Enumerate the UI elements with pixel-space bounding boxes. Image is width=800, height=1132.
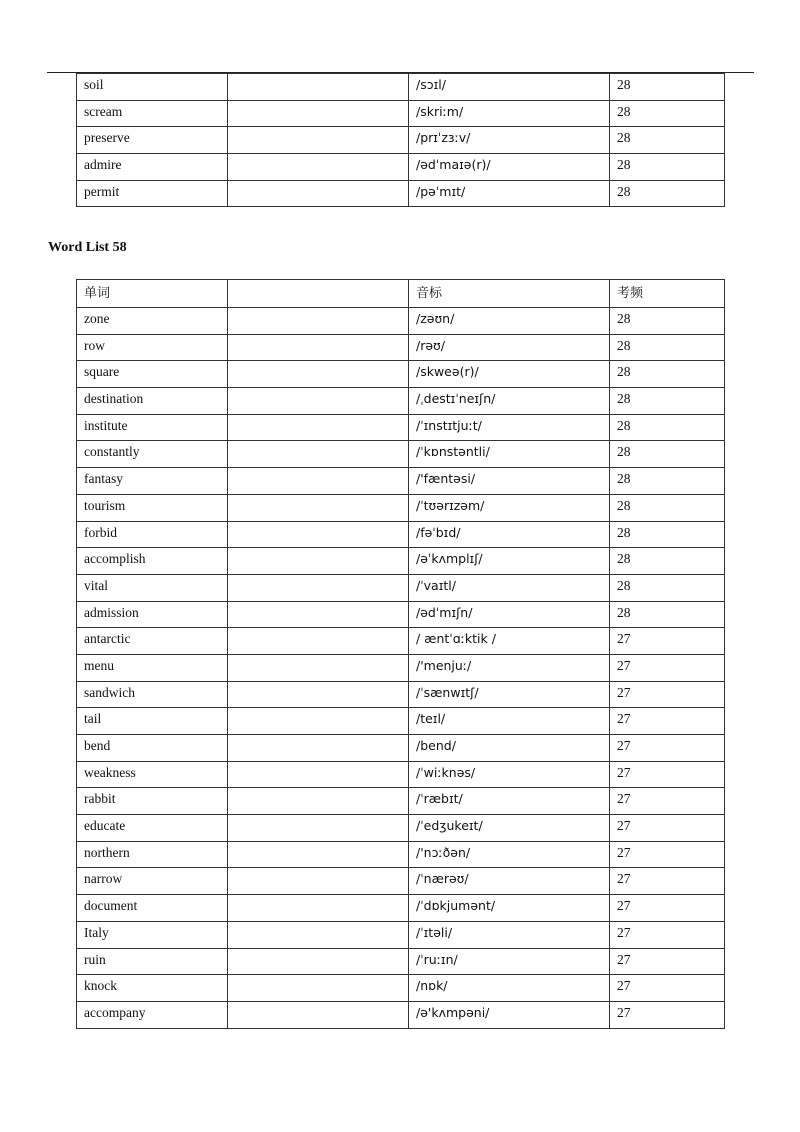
word-cell: document bbox=[77, 895, 228, 922]
blank-cell bbox=[228, 681, 409, 708]
table-row bbox=[77, 948, 725, 975]
blank-cell bbox=[228, 441, 409, 468]
word-cell: square bbox=[77, 361, 228, 388]
ipa-cell: /əˈkʌmplɪʃ/ bbox=[409, 548, 610, 575]
table-row bbox=[77, 388, 725, 415]
header-word: 单词 bbox=[77, 280, 228, 308]
ipa-cell: /ədˈmɪʃn/ bbox=[409, 601, 610, 628]
ipa-cell: /fəˈbɪd/ bbox=[409, 521, 610, 548]
ipa-cell: /ˈruːɪn/ bbox=[409, 948, 610, 975]
table-row bbox=[77, 74, 725, 101]
word-cell: educate bbox=[77, 815, 228, 842]
frequency-cell: 27 bbox=[610, 761, 725, 788]
ipa-cell: /ˈɪtəli/ bbox=[409, 921, 610, 948]
table-row bbox=[77, 815, 725, 842]
frequency-cell: 28 bbox=[610, 74, 725, 101]
blank-cell bbox=[228, 154, 409, 181]
frequency-cell: 28 bbox=[610, 414, 725, 441]
blank-cell bbox=[228, 521, 409, 548]
vocab-table-continued-body bbox=[77, 74, 725, 207]
word-cell: destination bbox=[77, 388, 228, 415]
word-cell: sandwich bbox=[77, 681, 228, 708]
ipa-cell: /skweə(r)/ bbox=[409, 361, 610, 388]
frequency-cell: 28 bbox=[610, 308, 725, 335]
frequency-cell: 27 bbox=[610, 628, 725, 655]
table-row bbox=[77, 574, 725, 601]
blank-cell bbox=[228, 948, 409, 975]
vocab-table-body bbox=[77, 308, 725, 1029]
table-row bbox=[77, 895, 725, 922]
frequency-cell: 28 bbox=[610, 127, 725, 154]
frequency-cell: 27 bbox=[610, 681, 725, 708]
blank-cell bbox=[228, 468, 409, 495]
blank-cell bbox=[228, 921, 409, 948]
blank-cell bbox=[228, 708, 409, 735]
frequency-cell: 27 bbox=[610, 1001, 725, 1028]
ipa-cell: /'menjuː/ bbox=[409, 654, 610, 681]
table-row bbox=[77, 334, 725, 361]
ipa-cell: /ə'kʌmpəni/ bbox=[409, 1001, 610, 1028]
ipa-cell: /rəʊ/ bbox=[409, 334, 610, 361]
table-row bbox=[77, 681, 725, 708]
blank-cell bbox=[228, 334, 409, 361]
ipa-cell: /ˈwiːknəs/ bbox=[409, 761, 610, 788]
word-cell: tail bbox=[77, 708, 228, 735]
blank-cell bbox=[228, 494, 409, 521]
frequency-cell: 28 bbox=[610, 468, 725, 495]
ipa-cell: /skriːm/ bbox=[409, 100, 610, 127]
frequency-cell: 27 bbox=[610, 895, 725, 922]
blank-cell bbox=[228, 735, 409, 762]
blank-cell bbox=[228, 548, 409, 575]
vocab-table-continued bbox=[76, 73, 725, 207]
ipa-cell: /ˈɪnstɪtjuːt/ bbox=[409, 414, 610, 441]
table-row bbox=[77, 628, 725, 655]
blank-cell bbox=[228, 100, 409, 127]
blank-cell bbox=[228, 761, 409, 788]
word-cell: menu bbox=[77, 654, 228, 681]
word-cell: weakness bbox=[77, 761, 228, 788]
frequency-cell: 28 bbox=[610, 548, 725, 575]
blank-cell bbox=[228, 841, 409, 868]
table-row bbox=[77, 761, 725, 788]
vocab-table-word-list-58 bbox=[76, 279, 725, 1029]
ipa-cell: /teɪl/ bbox=[409, 708, 610, 735]
word-cell: admission bbox=[77, 601, 228, 628]
ipa-cell: /ˈkɒnstəntli/ bbox=[409, 441, 610, 468]
ipa-cell: /nɒk/ bbox=[409, 975, 610, 1002]
ipa-cell: /zəʊn/ bbox=[409, 308, 610, 335]
ipa-cell: /ˈvaɪtl/ bbox=[409, 574, 610, 601]
word-cell: ruin bbox=[77, 948, 228, 975]
table-row bbox=[77, 841, 725, 868]
word-cell: constantly bbox=[77, 441, 228, 468]
frequency-cell: 27 bbox=[610, 841, 725, 868]
word-cell: rabbit bbox=[77, 788, 228, 815]
frequency-cell: 28 bbox=[610, 388, 725, 415]
frequency-cell: 27 bbox=[610, 708, 725, 735]
header-ipa: 音标 bbox=[409, 280, 610, 308]
frequency-cell: 28 bbox=[610, 494, 725, 521]
table-row bbox=[77, 708, 725, 735]
header-blank bbox=[228, 280, 409, 308]
blank-cell bbox=[228, 127, 409, 154]
ipa-cell: /sɔɪl/ bbox=[409, 74, 610, 101]
word-cell: antarctic bbox=[77, 628, 228, 655]
table-row bbox=[77, 521, 725, 548]
table-row bbox=[77, 361, 725, 388]
frequency-cell: 28 bbox=[610, 180, 725, 207]
ipa-cell: /'fæntəsi/ bbox=[409, 468, 610, 495]
blank-cell bbox=[228, 414, 409, 441]
word-cell: forbid bbox=[77, 521, 228, 548]
ipa-cell: /bend/ bbox=[409, 735, 610, 762]
blank-cell bbox=[228, 868, 409, 895]
frequency-cell: 27 bbox=[610, 735, 725, 762]
word-cell: tourism bbox=[77, 494, 228, 521]
ipa-cell: /ˈedʒukeɪt/ bbox=[409, 815, 610, 842]
blank-cell bbox=[228, 388, 409, 415]
table-row bbox=[77, 868, 725, 895]
table-row bbox=[77, 441, 725, 468]
frequency-cell: 28 bbox=[610, 521, 725, 548]
section-title: Word List 58 bbox=[48, 240, 127, 255]
frequency-cell: 28 bbox=[610, 100, 725, 127]
table-row bbox=[77, 494, 725, 521]
frequency-cell: 27 bbox=[610, 868, 725, 895]
blank-cell bbox=[228, 788, 409, 815]
blank-cell bbox=[228, 308, 409, 335]
word-cell: permit bbox=[77, 180, 228, 207]
table-row bbox=[77, 921, 725, 948]
frequency-cell: 27 bbox=[610, 788, 725, 815]
word-cell: accomplish bbox=[77, 548, 228, 575]
ipa-cell: /ˈdɒkjumənt/ bbox=[409, 895, 610, 922]
frequency-cell: 27 bbox=[610, 948, 725, 975]
table-row bbox=[77, 975, 725, 1002]
table-row bbox=[77, 180, 725, 207]
table-row bbox=[77, 308, 725, 335]
frequency-cell: 27 bbox=[610, 815, 725, 842]
blank-cell bbox=[228, 654, 409, 681]
word-cell: accompany bbox=[77, 1001, 228, 1028]
word-cell: preserve bbox=[77, 127, 228, 154]
frequency-cell: 27 bbox=[610, 975, 725, 1002]
blank-cell bbox=[228, 1001, 409, 1028]
blank-cell bbox=[228, 601, 409, 628]
word-cell: scream bbox=[77, 100, 228, 127]
table-row bbox=[77, 154, 725, 181]
word-cell: zone bbox=[77, 308, 228, 335]
word-cell: fantasy bbox=[77, 468, 228, 495]
ipa-cell: /ˈsænwɪtʃ/ bbox=[409, 681, 610, 708]
frequency-cell: 27 bbox=[610, 921, 725, 948]
blank-cell bbox=[228, 74, 409, 101]
ipa-cell: /ədˈmaɪə(r)/ bbox=[409, 154, 610, 181]
ipa-cell: /ˈnærəʊ/ bbox=[409, 868, 610, 895]
blank-cell bbox=[228, 895, 409, 922]
table-row bbox=[77, 127, 725, 154]
word-cell: knock bbox=[77, 975, 228, 1002]
blank-cell bbox=[228, 628, 409, 655]
frequency-cell: 28 bbox=[610, 334, 725, 361]
word-cell: northern bbox=[77, 841, 228, 868]
word-cell: row bbox=[77, 334, 228, 361]
ipa-cell: /pəˈmɪt/ bbox=[409, 180, 610, 207]
table-row bbox=[77, 414, 725, 441]
table-row bbox=[77, 601, 725, 628]
blank-cell bbox=[228, 574, 409, 601]
frequency-cell: 28 bbox=[610, 154, 725, 181]
frequency-cell: 28 bbox=[610, 441, 725, 468]
table-header-row bbox=[77, 280, 725, 308]
table-row bbox=[77, 468, 725, 495]
ipa-cell: /ˈræbɪt/ bbox=[409, 788, 610, 815]
table-row bbox=[77, 100, 725, 127]
word-cell: admire bbox=[77, 154, 228, 181]
frequency-cell: 28 bbox=[610, 361, 725, 388]
word-cell: vital bbox=[77, 574, 228, 601]
table-row bbox=[77, 654, 725, 681]
blank-cell bbox=[228, 975, 409, 1002]
word-cell: bend bbox=[77, 735, 228, 762]
blank-cell bbox=[228, 361, 409, 388]
blank-cell bbox=[228, 180, 409, 207]
table-row bbox=[77, 735, 725, 762]
word-cell: narrow bbox=[77, 868, 228, 895]
table-row bbox=[77, 548, 725, 575]
header-freq: 考频 bbox=[610, 280, 725, 308]
ipa-cell: /'nɔːðən/ bbox=[409, 841, 610, 868]
word-cell: Italy bbox=[77, 921, 228, 948]
word-cell: institute bbox=[77, 414, 228, 441]
ipa-cell: /ˈtʊərɪzəm/ bbox=[409, 494, 610, 521]
frequency-cell: 28 bbox=[610, 601, 725, 628]
ipa-cell: /prɪˈzɜːv/ bbox=[409, 127, 610, 154]
ipa-cell: / æntˈɑːktik / bbox=[409, 628, 610, 655]
frequency-cell: 27 bbox=[610, 654, 725, 681]
blank-cell bbox=[228, 815, 409, 842]
word-cell: soil bbox=[77, 74, 228, 101]
table-row bbox=[77, 788, 725, 815]
table-row bbox=[77, 1001, 725, 1028]
frequency-cell: 28 bbox=[610, 574, 725, 601]
ipa-cell: /ˌdestɪˈneɪʃn/ bbox=[409, 388, 610, 415]
